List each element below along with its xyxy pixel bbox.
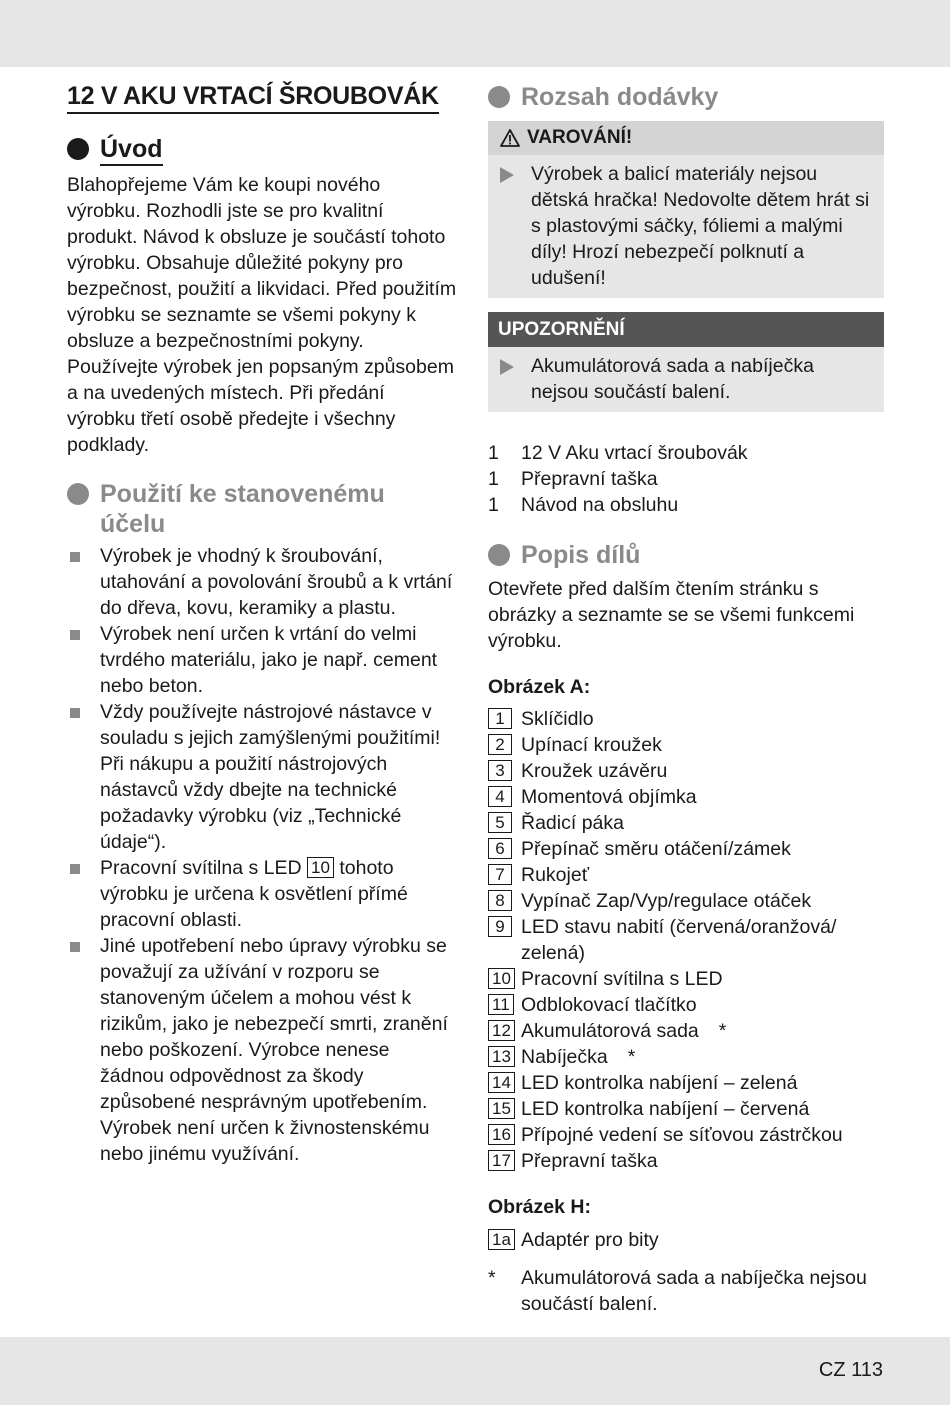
square-bullet-icon — [70, 708, 80, 718]
square-bullet-icon — [70, 630, 80, 640]
right-column — [488, 82, 884, 1317]
parts-heading — [488, 540, 884, 570]
list-item: 16 Přípojné vedení se síťovou zástrčkou — [488, 1122, 884, 1148]
notice-body — [488, 347, 884, 412]
warning-box — [488, 121, 884, 298]
left-column — [67, 82, 457, 1167]
warning-body — [488, 155, 884, 298]
list-item: 15 LED kontrolka nabíjení – červená — [488, 1096, 884, 1122]
warning-title: VAROVÁNÍ! — [527, 127, 633, 148]
part-number-box: 3 — [488, 760, 512, 781]
list-item: 4 Momentová objímka — [488, 784, 884, 810]
list-item: 11 Odblokovací tlačítko — [488, 992, 884, 1018]
part-number-box: 10 — [307, 857, 334, 878]
part-number-box: 2 — [488, 734, 512, 755]
part-number-box: 4 — [488, 786, 512, 807]
list-item: Vždy používejte nástrojové nástavce v souladu s jejich zamýšlenými použitími! Při nákupu a použití nástrojových nástavců vždy dbejte na technické požadavky výrobku (viz „Technické údaje“). — [67, 699, 457, 855]
part-number-box: 10 — [488, 968, 515, 989]
scope-heading-text: Rozsah dodávky — [521, 83, 719, 111]
list-item: 1a Adaptér pro bity — [488, 1227, 884, 1253]
intended-use-heading — [67, 479, 457, 539]
play-arrow-icon — [500, 359, 514, 375]
bullet-dot-icon — [67, 483, 89, 505]
parts-intro: Otevřete před dalším čtením stránku s obrázky a seznamte se se všemi funkcemi výrobku. — [488, 578, 855, 652]
page-number: CZ 113 — [818, 1359, 883, 1381]
list-item: 12 Akumulátorová sada * — [488, 1018, 884, 1044]
scope-list — [488, 440, 884, 518]
bullet-dot-icon — [488, 86, 510, 108]
document-title: 12 V AKU VRTACÍ ŠROUBOVÁK — [67, 82, 439, 114]
bottom-band — [0, 1337, 950, 1405]
list-item: Výrobek je vhodný k šroubování, utahování a povolování šroubů a k vrtání do dřeva, kovu, keramiky a plastu. — [67, 543, 457, 621]
part-number-box: 1 — [488, 708, 512, 729]
intro-heading — [67, 134, 457, 166]
part-number-box: 11 — [488, 994, 514, 1015]
intended-use-heading-text: Použití ke stanovenému účelu — [100, 480, 385, 538]
notice-text: Akumulátorová sada a nabíječka nejsou součástí balení. — [531, 355, 814, 403]
part-number-box: 13 — [488, 1046, 515, 1067]
list-item: 1 Návod na obsluhu — [488, 494, 679, 516]
parts-heading-text: Popis dílů — [521, 541, 641, 569]
square-bullet-icon — [70, 942, 80, 952]
list-item: 8 Vypínač Zap/Vyp/regulace otáček — [488, 888, 884, 914]
footnote-star: * — [627, 1046, 636, 1068]
square-bullet-icon — [70, 552, 80, 562]
part-number-box: 16 — [488, 1124, 515, 1145]
scope-heading — [488, 82, 884, 112]
footnote — [488, 1265, 884, 1317]
part-number-box: 5 — [488, 812, 512, 833]
list-item: Výrobek není určen k vrtání do velmi tvrdého materiálu, jako je např. cement nebo beton. — [67, 621, 457, 699]
list-item: 5 Řadicí páka — [488, 810, 884, 836]
list-item: 9 LED stavu nabití (červená/oranžová/ zelená) — [488, 914, 884, 966]
list-item: 10 Pracovní svítilna s LED — [488, 966, 884, 992]
part-number-box: 1a — [488, 1229, 515, 1250]
footnote-star: * — [718, 1020, 727, 1042]
footnote-mark: * — [488, 1267, 496, 1289]
intended-use-list — [67, 543, 457, 1167]
list-item: 1 Sklíčidlo — [488, 706, 884, 732]
notice-box — [488, 312, 884, 412]
list-item: Pracovní svítilna s LED 10 tohoto výrobku je určena k osvětlení přímé pracovní oblasti. — [67, 855, 457, 933]
intro-heading-text: Úvod — [100, 134, 163, 166]
warning-triangle-icon — [500, 129, 520, 147]
bullet-dot-icon — [67, 138, 89, 160]
list-item: 14 LED kontrolka nabíjení – zelená — [488, 1070, 884, 1096]
list-item: Jiné upotřebení nebo úpravy výrobku se považují za užívání v rozporu se stanoveným účelem a mohou vést k rizikům, jako je nebezpečí smrti, zranění nebo poškození. Výrobce nenese žádnou odpovědnost za škody způsobené nesprávným upotřebením. Výrobek není určen k živnostenskému nebo jinému využívání. — [67, 933, 457, 1167]
parts-list-a — [488, 706, 884, 1174]
warning-text: Výrobek a balicí materiály nejsou dětská hračka! Nedovolte dětem hrát si s plastovými sáčky, fóliemi a malými díly! Hrozí nebezpečí polknutí a udušení! — [531, 163, 870, 289]
part-number-box: 15 — [488, 1098, 515, 1119]
part-number-box: 14 — [488, 1072, 515, 1093]
warning-header — [488, 121, 884, 155]
list-item: 1 12 V Aku vrtací šroubovák — [488, 442, 748, 464]
bullet-dot-icon — [488, 544, 510, 566]
list-item: 2 Upínací kroužek — [488, 732, 884, 758]
parts-list-h — [488, 1227, 884, 1253]
top-band — [0, 0, 950, 67]
list-item: 1 Přepravní taška — [488, 468, 658, 490]
part-number-box: 9 — [488, 916, 512, 937]
notice-header: UPOZORNĚNÍ — [488, 312, 884, 347]
intro-paragraph: Blahopřejeme Vám ke koupi nového výrobku. Rozhodli jste se pro kvalitní produkt. Návod k obsluze je součástí tohoto výrobku. Obsahuje důležité pokyny pro bezpečnost, použití a likvidaci. Před použitím výrobku se seznamte se všemi pokyny k obsluze a bezpečnostními pokyny. Používejte výrobek jen popsaným způsobem a na uvedených místech. Při předání výrobku třetí osobě předejte i všechny podklady. — [67, 174, 457, 456]
part-number-box: 12 — [488, 1020, 515, 1041]
square-bullet-icon — [70, 864, 80, 874]
list-item: 13 Nabíječka * — [488, 1044, 884, 1070]
figure-h-label: Obrázek H: — [488, 1196, 591, 1218]
list-item: 3 Kroužek uzávěru — [488, 758, 884, 784]
footnote-text: Akumulátorová sada a nabíječka nejsou součástí balení. — [521, 1267, 867, 1315]
list-item: 17 Přepravní taška — [488, 1148, 884, 1174]
part-number-box: 7 — [488, 864, 512, 885]
figure-a-label: Obrázek A: — [488, 676, 591, 698]
part-number-box: 17 — [488, 1150, 515, 1171]
play-arrow-icon — [500, 167, 514, 183]
part-number-box: 6 — [488, 838, 512, 859]
part-number-box: 8 — [488, 890, 512, 911]
list-item: 6 Přepínač směru otáčení/zámek — [488, 836, 884, 862]
list-item: 7 Rukojeť — [488, 862, 884, 888]
